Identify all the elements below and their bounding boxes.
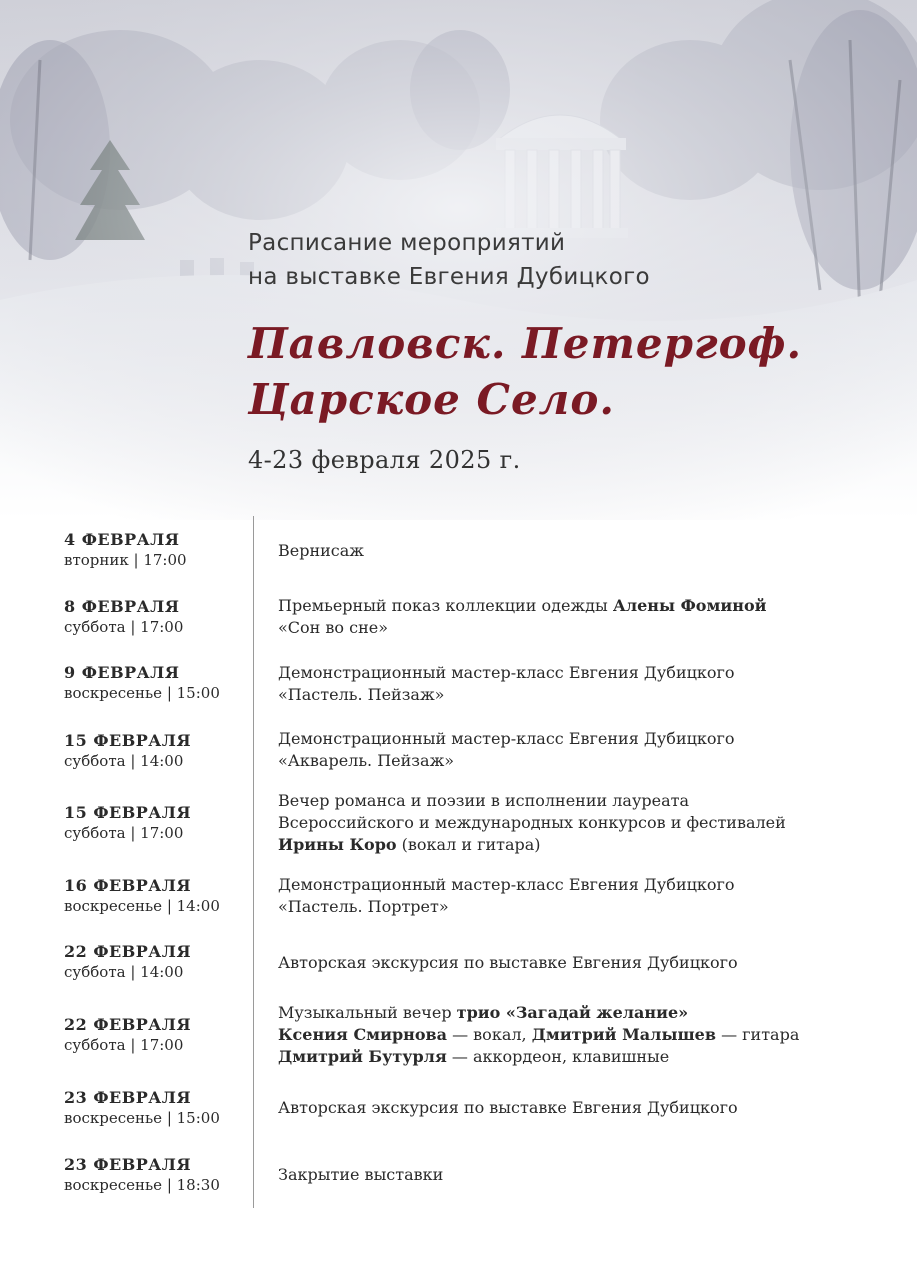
event-line: Всероссийского и международных конкурсов и фестивалей [278, 813, 786, 832]
event-description [278, 1002, 799, 1068]
event-description [278, 595, 767, 639]
event-description [278, 728, 735, 772]
event-line: «Пастель. Пейзаж» [278, 685, 445, 704]
event-line: Дмитрий Бутурля — аккордеон, клавишные [278, 1047, 670, 1066]
title-line-1: Павловск. Петергоф. [248, 319, 803, 368]
schedule-date [64, 731, 191, 771]
event-line: Авторская экскурсия по выставке Евгения Дубицкого [278, 953, 738, 972]
event-date: 8 ФЕВРАЛЯ [64, 597, 180, 616]
event-line: Вернисаж [278, 541, 365, 560]
event-day-time: суббота | 14:00 [64, 752, 184, 770]
event-line: Ксения Смирнова — вокал, Дмитрий Малышев — гитара [278, 1025, 800, 1044]
event-line: «Сон во сне» [278, 618, 389, 637]
exhibition-dates: 4-23 февраля 2025 г. [248, 446, 521, 474]
event-date: 15 ФЕВРАЛЯ [64, 731, 192, 750]
subtitle-line-2: на выставке Евгения Дубицкого [248, 264, 650, 290]
schedule-divider [253, 516, 254, 1208]
event-date: 9 ФЕВРАЛЯ [64, 663, 180, 682]
event-day-time: воскресенье | 14:00 [64, 897, 220, 915]
event-line: «Акварель. Пейзаж» [278, 751, 455, 770]
schedule-date [64, 597, 183, 637]
event-day-time: суббота | 17:00 [64, 1036, 184, 1054]
schedule-date [64, 1015, 191, 1055]
event-day-time: воскресенье | 15:00 [64, 684, 220, 702]
event-line: Демонстрационный мастер-класс Евгения Дубицкого [278, 875, 735, 894]
event-line: «Пастель. Портрет» [278, 897, 449, 916]
event-date: 16 ФЕВРАЛЯ [64, 876, 192, 895]
event-date: 23 ФЕВРАЛЯ [64, 1088, 192, 1107]
event-date: 22 ФЕВРАЛЯ [64, 1015, 192, 1034]
event-day-time: вторник | 17:00 [64, 551, 187, 569]
event-day-time: суббота | 17:00 [64, 824, 184, 842]
event-day-time: воскресенье | 15:00 [64, 1109, 220, 1127]
event-line: Закрытие выставки [278, 1165, 444, 1184]
event-line: Премьерный показ коллекции одежды Алены Фоминой [278, 596, 767, 615]
event-line: Ирины Коро (вокал и гитара) [278, 835, 541, 854]
hero-winter-painting [0, 0, 917, 520]
schedule-date [64, 530, 187, 570]
event-line: Музыкальный вечер трио «Загадай желание» [278, 1003, 689, 1022]
schedule-date [64, 1088, 220, 1128]
schedule-date [64, 803, 191, 843]
event-line: Демонстрационный мастер-класс Евгения Дубицкого [278, 663, 735, 682]
subtitle-line-1: Расписание мероприятий [248, 230, 566, 256]
event-date: 23 ФЕВРАЛЯ [64, 1155, 192, 1174]
title-line-2: Царское Село. [248, 375, 616, 424]
event-date: 22 ФЕВРАЛЯ [64, 942, 192, 961]
event-day-time: суббота | 17:00 [64, 618, 184, 636]
exhibition-title [248, 316, 802, 428]
schedule-date [64, 876, 220, 916]
event-description [278, 1164, 443, 1186]
schedule-date [64, 942, 191, 982]
event-description [278, 1097, 738, 1119]
event-description [278, 874, 735, 918]
schedule-date [64, 663, 220, 703]
schedule-date [64, 1155, 220, 1195]
event-description [278, 952, 738, 974]
event-day-time: суббота | 14:00 [64, 963, 184, 981]
event-description [278, 662, 735, 706]
subtitle [248, 226, 650, 294]
event-description [278, 790, 786, 856]
event-line: Вечер романса и поэзии в исполнении лауреата [278, 791, 690, 810]
event-day-time: воскресенье | 18:30 [64, 1176, 220, 1194]
event-date: 4 ФЕВРАЛЯ [64, 530, 180, 549]
event-description [278, 540, 364, 562]
event-line: Демонстрационный мастер-класс Евгения Дубицкого [278, 729, 735, 748]
event-date: 15 ФЕВРАЛЯ [64, 803, 192, 822]
event-line: Авторская экскурсия по выставке Евгения Дубицкого [278, 1098, 738, 1117]
